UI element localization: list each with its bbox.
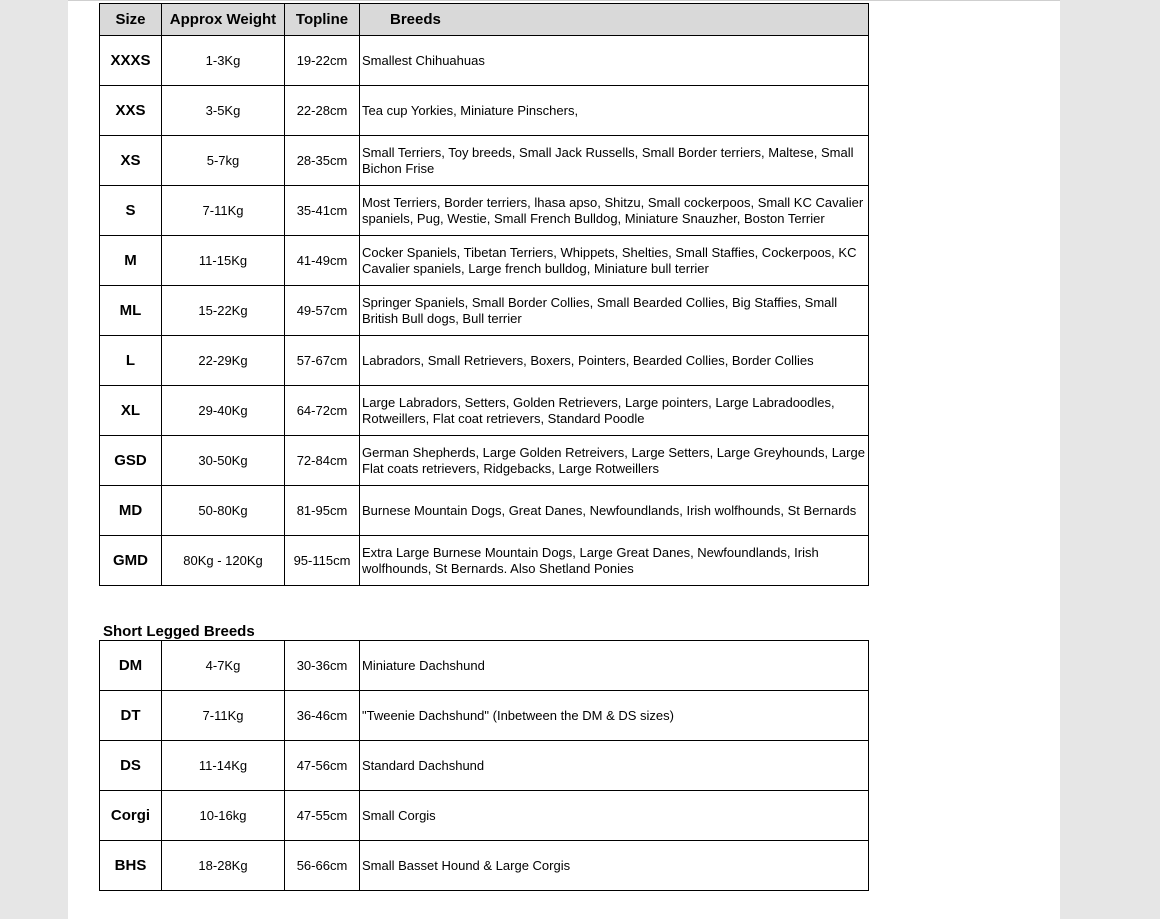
weight-cell: 22-29Kg [162, 336, 285, 386]
topline-cell: 35-41cm [285, 186, 360, 236]
breeds-cell: Small Basset Hound & Large Corgis [360, 841, 869, 891]
table-row [100, 536, 869, 586]
breeds-cell: Small Corgis [360, 791, 869, 841]
topline-cell: 56-66cm [285, 841, 360, 891]
table-row [100, 336, 869, 386]
table-row [100, 791, 869, 841]
size-cell: DT [100, 691, 162, 741]
weight-cell: 1-3Kg [162, 36, 285, 86]
breeds-cell: Tea cup Yorkies, Miniature Pinschers, [360, 86, 869, 136]
size-cell: ML [100, 286, 162, 336]
table-row [100, 436, 869, 486]
document-page [68, 0, 1060, 919]
table-row [100, 841, 869, 891]
header-breeds: Breeds [360, 4, 869, 36]
weight-cell: 4-7Kg [162, 641, 285, 691]
table-row [100, 641, 869, 691]
breeds-cell: Cocker Spaniels, Tibetan Terriers, Whippets, Shelties, Small Staffies, Cockerpoos, KC Cavalier spaniels, Large french bulldog, Miniature bull terrier [360, 236, 869, 286]
weight-cell: 10-16kg [162, 791, 285, 841]
table-row [100, 136, 869, 186]
breeds-cell: Standard Dachshund [360, 741, 869, 791]
topline-cell: 28-35cm [285, 136, 360, 186]
header-size: Size [100, 4, 162, 36]
breeds-cell: German Shepherds, Large Golden Retreivers, Large Setters, Large Greyhounds, Large Flat coats retrievers, Ridgebacks, Large Rotweillers [360, 436, 869, 486]
size-cell: XXXS [100, 36, 162, 86]
breeds-cell: "Tweenie Dachshund" (Inbetween the DM & DS sizes) [360, 691, 869, 741]
topline-cell: 30-36cm [285, 641, 360, 691]
weight-cell: 11-14Kg [162, 741, 285, 791]
size-cell: L [100, 336, 162, 386]
breeds-cell: Smallest Chihuahuas [360, 36, 869, 86]
weight-cell: 15-22Kg [162, 286, 285, 336]
breeds-cell: Extra Large Burnese Mountain Dogs, Large Great Danes, Newfoundlands, Irish wolfhounds, St Bernards. Also Shetland Ponies [360, 536, 869, 586]
topline-cell: 49-57cm [285, 286, 360, 336]
breeds-cell: Burnese Mountain Dogs, Great Danes, Newfoundlands, Irish wolfhounds, St Bernards [360, 486, 869, 536]
weight-cell: 80Kg - 120Kg [162, 536, 285, 586]
table-row [100, 186, 869, 236]
size-cell: XL [100, 386, 162, 436]
topline-cell: 22-28cm [285, 86, 360, 136]
breeds-cell: Miniature Dachshund [360, 641, 869, 691]
short-legged-table [99, 640, 869, 891]
topline-cell: 47-56cm [285, 741, 360, 791]
topline-cell: 81-95cm [285, 486, 360, 536]
topline-cell: 47-55cm [285, 791, 360, 841]
size-cell: GMD [100, 536, 162, 586]
breeds-cell: Labradors, Small Retrievers, Boxers, Pointers, Bearded Collies, Border Collies [360, 336, 869, 386]
topline-cell: 41-49cm [285, 236, 360, 286]
table-row [100, 486, 869, 536]
size-cell: DS [100, 741, 162, 791]
header-topline: Topline [285, 4, 360, 36]
table-row [100, 286, 869, 336]
size-cell: XXS [100, 86, 162, 136]
table-header-row [100, 4, 869, 36]
size-cell: M [100, 236, 162, 286]
weight-cell: 7-11Kg [162, 691, 285, 741]
size-cell: MD [100, 486, 162, 536]
weight-cell: 11-15Kg [162, 236, 285, 286]
size-cell: Corgi [100, 791, 162, 841]
weight-cell: 3-5Kg [162, 86, 285, 136]
weight-cell: 30-50Kg [162, 436, 285, 486]
table-row [100, 691, 869, 741]
table-row [100, 386, 869, 436]
weight-cell: 18-28Kg [162, 841, 285, 891]
table-row [100, 741, 869, 791]
weight-cell: 50-80Kg [162, 486, 285, 536]
breeds-cell: Small Terriers, Toy breeds, Small Jack Russells, Small Border terriers, Maltese, Small Bichon Frise [360, 136, 869, 186]
weight-cell: 7-11Kg [162, 186, 285, 236]
header-weight: Approx Weight [162, 4, 285, 36]
topline-cell: 36-46cm [285, 691, 360, 741]
size-chart-table [99, 3, 869, 586]
breeds-cell: Large Labradors, Setters, Golden Retrievers, Large pointers, Large Labradoodles, Rotweillers, Flat coat retrievers, Standard Poodle [360, 386, 869, 436]
table-row [100, 86, 869, 136]
size-cell: BHS [100, 841, 162, 891]
topline-cell: 95-115cm [285, 536, 360, 586]
breeds-cell: Most Terriers, Border terriers, lhasa apso, Shitzu, Small cockerpoos, Small KC Cavalier spaniels, Pug, Westie, Small French Bulldog, Miniature Snauzher, Boston Terrier [360, 186, 869, 236]
size-cell: XS [100, 136, 162, 186]
size-cell: S [100, 186, 162, 236]
breeds-cell: Springer Spaniels, Small Border Collies, Small Bearded Collies, Big Staffies, Small British Bull dogs, Bull terrier [360, 286, 869, 336]
topline-cell: 57-67cm [285, 336, 360, 386]
table-row [100, 236, 869, 286]
short-legged-title: Short Legged Breeds [103, 623, 255, 640]
table-row [100, 36, 869, 86]
topline-cell: 19-22cm [285, 36, 360, 86]
weight-cell: 5-7kg [162, 136, 285, 186]
size-cell: DM [100, 641, 162, 691]
topline-cell: 72-84cm [285, 436, 360, 486]
size-cell: GSD [100, 436, 162, 486]
weight-cell: 29-40Kg [162, 386, 285, 436]
topline-cell: 64-72cm [285, 386, 360, 436]
